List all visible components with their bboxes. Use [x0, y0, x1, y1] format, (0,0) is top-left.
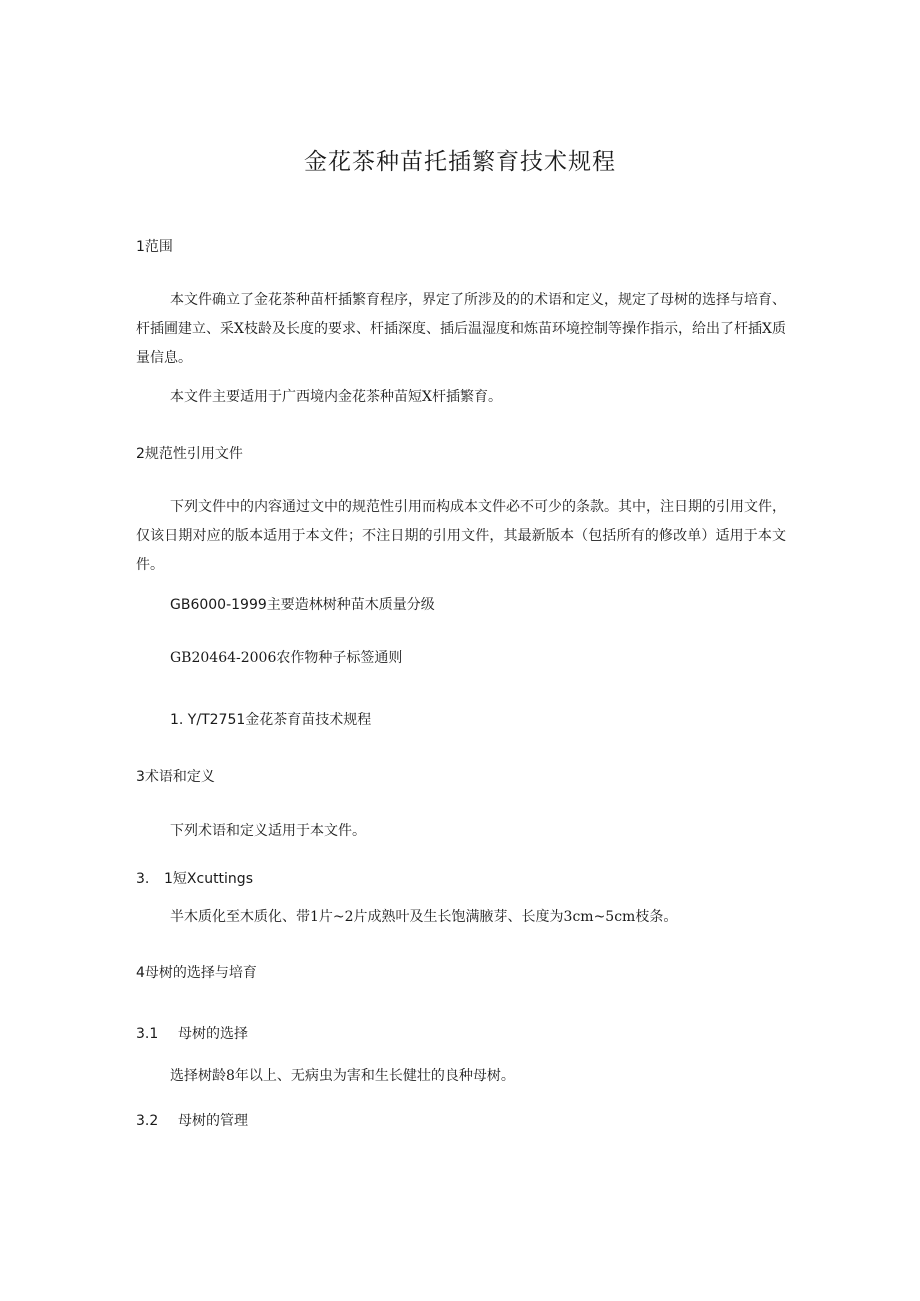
mother-tree-selection-text: 选择树龄8年以上、无病虫为害和生长健壮的良种母树。 [170, 1068, 515, 1084]
terms-intro: 下列术语和定义适用于本文件。 [170, 823, 366, 839]
references-paragraph: 下列文件中的内容通过文中的规范性引用而构成本文件必不可少的条款。其中，注日期的引用文件，仅该日期对应的版本适用于本文件；不注日期的引用文件，其最新版本（包括所有的修改单）适用于本文件。 [136, 499, 786, 573]
scope-paragraph-2: 本文件主要适用于广西境内金花茶种苗短X杆插繁育。 [170, 389, 502, 405]
subsection-title: 母树的选择 [178, 1026, 248, 1042]
document-title: 金花茶种苗托插繁育技术规程 [304, 149, 616, 175]
subsection-title: 母树的管理 [178, 1113, 248, 1129]
section-heading-terms: 3术语和定义 [136, 769, 215, 785]
subsection-mother-tree-management [136, 1110, 248, 1130]
term-label: 1短Xcuttings [164, 871, 253, 887]
term-definition: 半木质化至木质化、带1片~2片成熟叶及生长饱满腋芽、长度为3cm~5cm枝条。 [170, 909, 678, 925]
scope-paragraph-1: 本文件确立了金花茶种苗杆插繁育程序，界定了所涉及的的术语和定义，规定了母树的选择与培育、杆插圃建立、采X枝龄及长度的要求、杆插深度、插后温湿度和炼苗环境控制等操作指示，给出了杆插X质量信息。 [136, 292, 786, 366]
section-heading-normative-references: 2规范性引用文件 [136, 446, 243, 462]
term-entry [136, 868, 253, 888]
reference-item-yt2751: 1. Y/T2751金花茶育苗技术规程 [170, 712, 372, 728]
section-heading-scope: 1范围 [136, 239, 173, 255]
section-heading-mother-tree: 4母树的选择与培育 [136, 965, 257, 981]
subsection-mother-tree-selection [136, 1023, 248, 1043]
reference-item-gb20464: GB20464-2006农作物种子标签通则 [170, 650, 403, 666]
reference-item-gb6000: GB6000-1999主要造林树种苗木质量分级 [170, 597, 435, 613]
subsection-number: 3.2 [136, 1113, 159, 1129]
subsection-number: 3.1 [136, 1026, 159, 1042]
term-number: 3. [136, 871, 150, 887]
